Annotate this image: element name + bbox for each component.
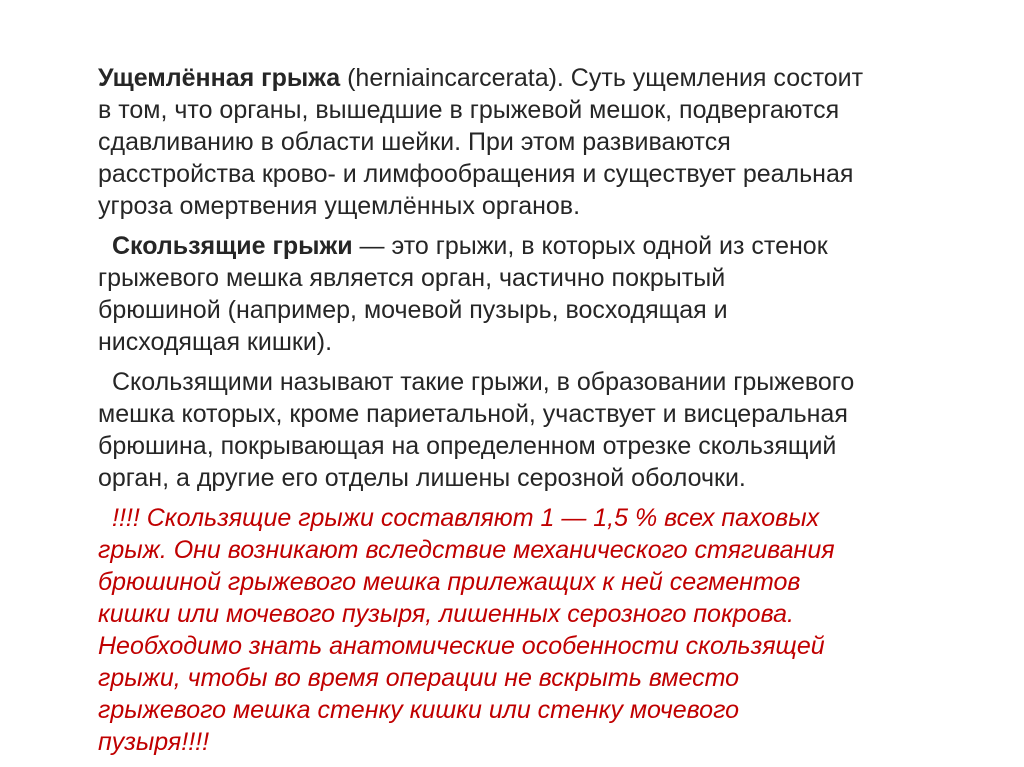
paragraph-line: брюшиной грыжевого мешка прилежащих к ней сегментов bbox=[98, 568, 801, 596]
paragraph-line: угроза омертвения ущемлённых органов. bbox=[98, 192, 581, 220]
paragraph-line: грыжевого мешка является орган, частично покрытый bbox=[98, 264, 726, 292]
paragraph-line: !!!! Скользящие грыжи составляют 1 — 1,5 % всех паховых bbox=[112, 504, 820, 532]
paragraph-line: расстройства крово- и лимфообращения и существует реальная bbox=[98, 160, 854, 188]
paragraph-line: мешка которых, кроме париетальной, участвует и висцеральная bbox=[98, 400, 848, 428]
paragraph-line: грыжевого мешка стенку кишки или стенку мочевого bbox=[98, 696, 740, 724]
paragraph-line: пузыря!!!! bbox=[98, 728, 210, 756]
line-text: (herniaincarcerata). Суть ущемления состоит bbox=[340, 64, 864, 92]
paragraph-line: Скользящими называют такие грыжи, в образовании грыжевого bbox=[112, 368, 855, 396]
paragraph-sliding-definition bbox=[98, 366, 978, 494]
slide-text-body bbox=[98, 62, 978, 766]
paragraph-line: орган, а другие его отделы лишены серозной оболочки. bbox=[98, 464, 746, 492]
paragraph-line: брюшиной (например, мочевой пузырь, восходящая и bbox=[98, 296, 728, 324]
paragraph-line: грыжи, чтобы во время операции не вскрыть вместо bbox=[98, 664, 740, 692]
paragraph-line: в том, что органы, вышедшие в грыжевой мешок, подвергаются bbox=[98, 96, 840, 124]
paragraph-warning bbox=[98, 502, 978, 758]
paragraph-line: Необходимо знать анатомические особенности скользящей bbox=[98, 632, 825, 660]
paragraph-line: нисходящая кишки). bbox=[98, 328, 333, 356]
paragraph-incarcerated-hernia bbox=[98, 62, 978, 222]
term-sliding-hernia: Скользящие грыжи bbox=[112, 232, 353, 260]
paragraph-line bbox=[98, 62, 978, 94]
paragraph-line: кишки или мочевого пузыря, лишенных серозного покрова. bbox=[98, 600, 794, 628]
paragraph-line: сдавливанию в области шейки. При этом развиваются bbox=[98, 128, 731, 156]
line-text: — это грыжи, в которых одной из стенок bbox=[352, 232, 828, 260]
term-incarcerated-hernia: Ущемлённая грыжа bbox=[98, 64, 341, 92]
paragraph-line: грыж. Они возникают вследствие механического стягивания bbox=[98, 536, 835, 564]
paragraph-line bbox=[98, 230, 978, 262]
paragraph-sliding-hernia bbox=[98, 230, 978, 358]
paragraph-line: брюшина, покрывающая на определенном отрезке скользящий bbox=[98, 432, 837, 460]
